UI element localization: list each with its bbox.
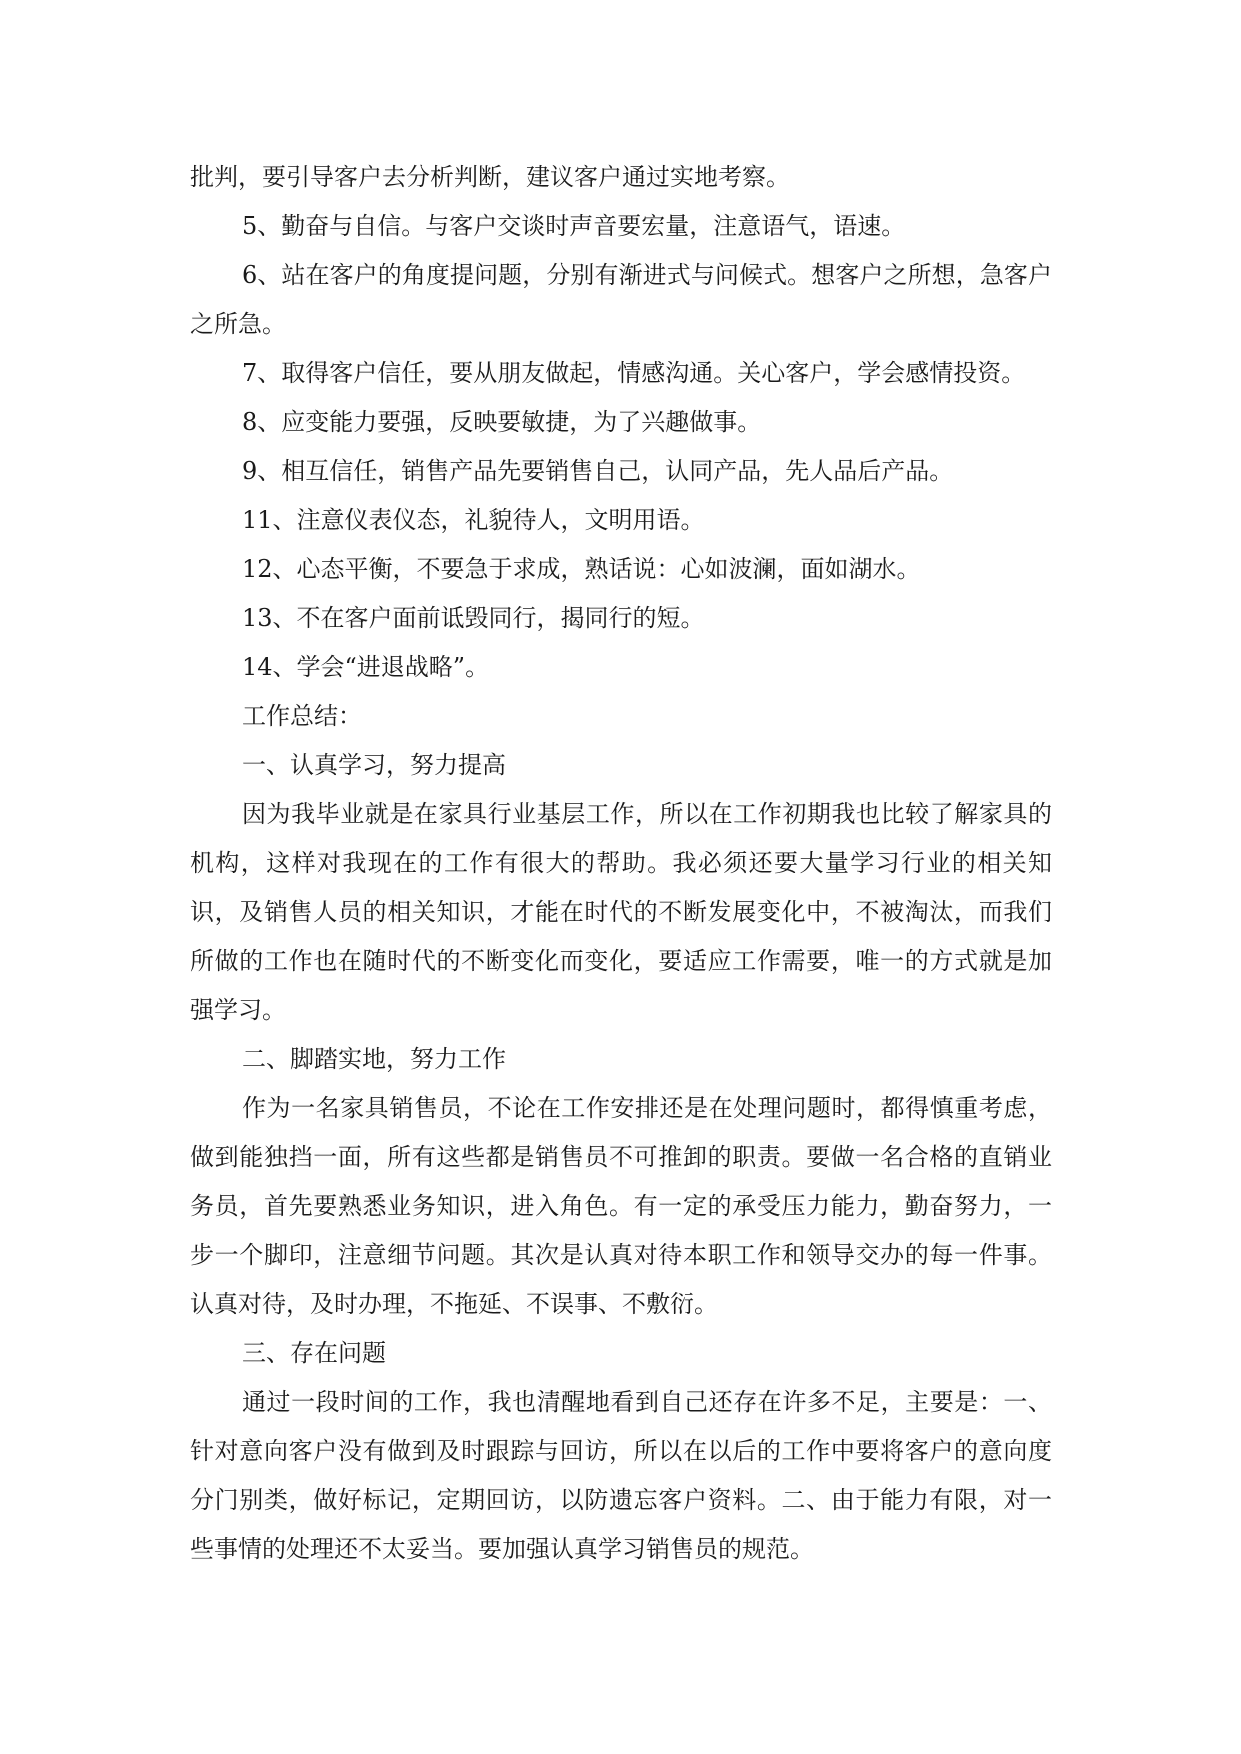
paragraph: 5、勤奋与自信。与客户交谈时声音要宏量，注意语气，语速。 [242, 212, 906, 240]
paragraph: 批判，要引导客户去分析判断，建议客户通过实地考察。 [190, 163, 790, 191]
section-heading: 三、存在问题 [242, 1339, 386, 1367]
paragraph: 因为我毕业就是在家具行业基层工作，所以在工作初期我也比较了解家具的机构，这样对我现在的工作有很大的帮助。我必须还要大量学习行业的相关知识，及销售人员的相关知识，才能在时代的不断发展变化中，不被淘汰，而我们所做的工作也在随时代的不断变化而变化，要适应工作需要，唯一的方式就是加强学习。 [190, 800, 1052, 1024]
paragraph: 11、注意仪表仪态，礼貌待人，文明用语。 [242, 506, 705, 534]
section-heading: 一、认真学习，努力提高 [242, 751, 506, 779]
paragraph: 13、不在客户面前诋毁同行，揭同行的短。 [242, 604, 705, 632]
section-label: 工作总结： [242, 702, 362, 730]
paragraph: 通过一段时间的工作，我也清醒地看到自己还存在许多不足，主要是：一、针对意向客户没有做到及时跟踪与回访，所以在以后的工作中要将客户的意向度分门别类，做好标记，定期回访，以防遗忘客户资料。二、由于能力有限，对一些事情的处理还不太妥当。要加强认真学习销售员的规范。 [190, 1388, 1052, 1563]
paragraph: 8、应变能力要强，反映要敏捷，为了兴趣做事。 [242, 408, 762, 436]
paragraph: 作为一名家具销售员，不论在工作安排还是在处理问题时，都得慎重考虑，做到能独挡一面，所有这些都是销售员不可推卸的职责。要做一名合格的直销业务员，首先要熟悉业务知识，进入角色。有一定的承受压力能力，勤奋努力，一步一个脚印，注意细节问题。其次是认真对待本职工作和领导交办的每一件事。认真对待，及时办理，不拖延、不误事、不敷衍。 [190, 1094, 1052, 1318]
paragraph: 12、心态平衡，不要急于求成，熟话说：心如波澜，面如湖水。 [242, 555, 921, 583]
paragraph: 6、站在客户的角度提问题，分别有渐进式与问候式。想客户之所想，急客户之所急。 [190, 261, 1052, 338]
document-body [190, 153, 1052, 1574]
paragraph: 9、相互信任，销售产品先要销售自己，认同产品，先人品后产品。 [242, 457, 954, 485]
paragraph: 14、学会“进退战略”。 [242, 653, 490, 681]
paragraph: 7、取得客户信任，要从朋友做起，情感沟通。关心客户，学会感情投资。 [242, 359, 1026, 387]
section-heading: 二、脚踏实地，努力工作 [242, 1045, 506, 1073]
